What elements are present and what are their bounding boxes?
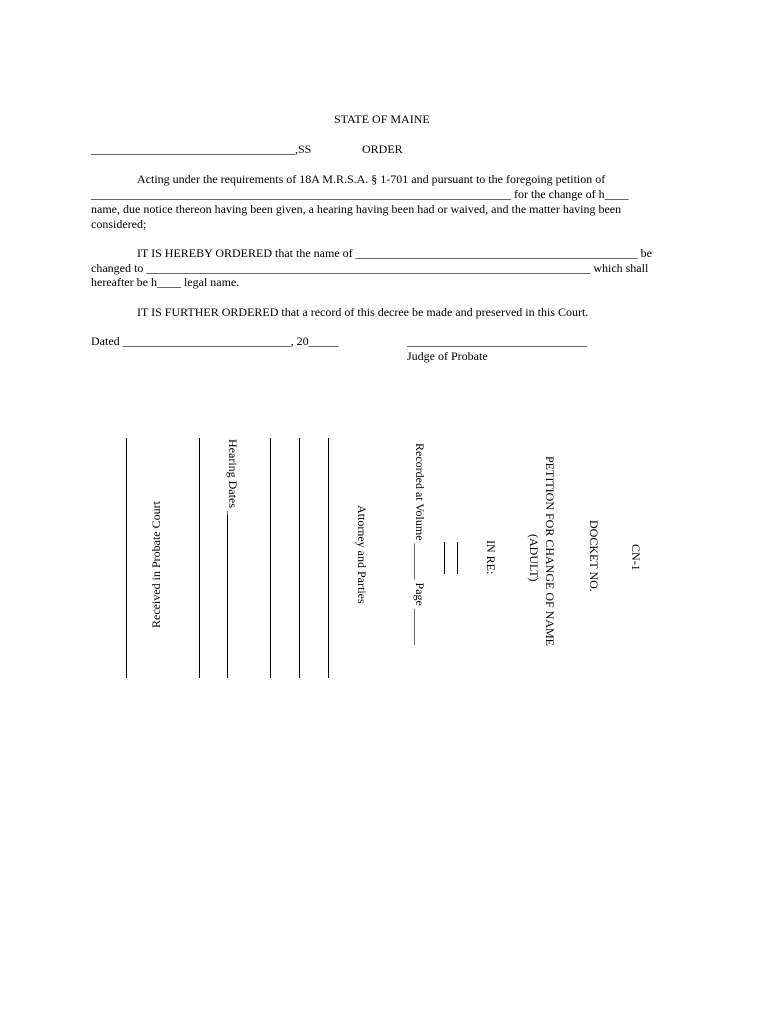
in-re-label: IN RE: (484, 540, 498, 575)
recorded-at-volume: Recorded at Volume ______ Page ______ (413, 443, 427, 645)
page-title: STATE OF MAINE (334, 112, 430, 126)
petition-subtitle: (ADULT) (527, 534, 541, 582)
hearing-dates: Hearing Dates __________ (226, 439, 240, 571)
hearing-dates-rule (227, 515, 228, 678)
dated-line: Dated ____________________________, 20_____ (91, 334, 339, 348)
paragraph1-line4: considered; (91, 217, 147, 231)
panel-rule-5 (328, 438, 329, 678)
judge-signature-line: ______________________________ (407, 334, 587, 348)
docket-number-label: DOCKET NO. (587, 520, 601, 592)
form-code: CN-1 (629, 544, 643, 571)
order-heading: ORDER (362, 142, 403, 156)
paragraph3-line1: IT IS FURTHER ORDERED that a record of this decree be made and preserved in this Court. (137, 305, 589, 319)
paragraph1-line2: ______________________________________________________________________ for the change of h____ (91, 187, 629, 201)
petition-title: PETITION FOR CHANGE OF NAME (543, 456, 557, 647)
panel-rule-4 (299, 438, 300, 678)
judge-label: Judge of Probate (407, 349, 488, 363)
panel-rule-2 (199, 438, 200, 678)
attorney-and-parties: Attorney and Parties (355, 505, 369, 604)
paragraph2-line2: changed to __________________________________________________________________________ which shall (91, 261, 649, 275)
paragraph1-line1: Acting under the requirements of 18A M.R.S.A. § 1-701 and pursuant to the foregoing petition of (137, 172, 606, 186)
in-re-rule-2 (457, 542, 458, 574)
paragraph2-line3: hereafter be h____ legal name. (91, 275, 240, 289)
panel-rule-3 (270, 438, 271, 678)
county-ss-line: __________________________________,SS (91, 142, 312, 156)
paragraph1-line3: name, due notice thereon having been given, a hearing having been had or waived, and the matter having been (91, 202, 622, 216)
in-re-rule-1 (444, 542, 445, 574)
paragraph2-line1: IT IS HEREBY ORDERED that the name of _______________________________________________ be (137, 246, 652, 260)
received-in-probate-court: Received in Probate Court (149, 501, 163, 628)
panel-rule-1 (126, 438, 127, 678)
